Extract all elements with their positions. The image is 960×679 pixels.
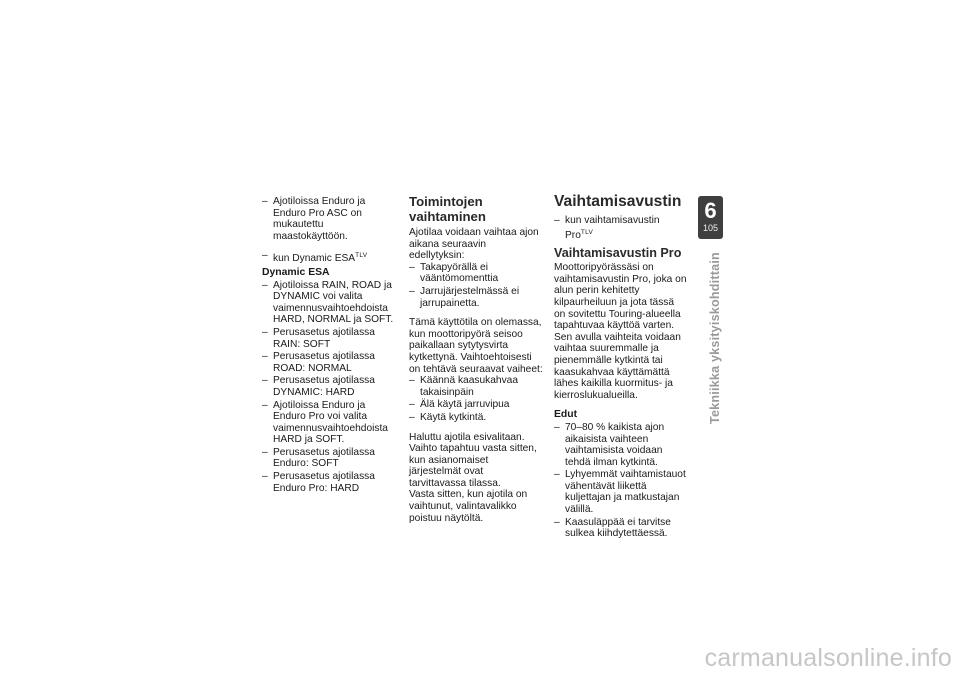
column-left [262,196,396,495]
benefits-heading: Edut [554,409,578,421]
watermark: carmanualsonline.info [704,644,952,672]
list-item [554,215,688,241]
steps-list [409,375,543,423]
page-number: 105 [702,223,719,233]
list-item: – Ajotiloissa RAIN, ROAD ja DYNAMIC voi valita vaimennusvaihtoehdoista HARD, NORMAL ja SOFT. [262,280,396,326]
menu-paragraph: Vasta sitten, kun ajotila on vaihtunut, valintavalikko poistuu näytöltä. [409,489,528,524]
list-item: – Käytä kytkintä. [409,412,543,424]
tlv-marker: TLV [580,228,594,236]
dynamic-esa-subheading: Dynamic ESA [262,266,330,278]
list-item: – Älä käytä jarruvipua [409,399,543,411]
condition-text: kun vaihtamisavustin Pro [565,215,660,241]
intro-paragraph: Ajotilaa voidaan vaihtaa ajon aikana seuraavin edellytyksin: [409,227,539,262]
tlv-marker: TLV [355,252,368,260]
list-item: – Perusasetus ajotilassa Enduro: SOFT [262,447,396,470]
list-item: – Käännä kaasukahvaa takaisinpäin [409,375,543,398]
esa-condition-list [262,250,396,265]
body-paragraph: Moottoripyörässäsi on vaihtamisavustin Pro, joka on alun perin kehitetty kilpaurheiluun ja jota tässä on sovitettu Touring-alueella tapahtuvaa käyttöä varten. Sen avulla vaihteita voidaan vaihtaa suuremmalle ja pienemmälle kytkintä tai kaasukahvaa käyttämättä lähes kaikilla kuormitus- ja kierroslukualueilla. [554,262,687,401]
chapter-tab [698,196,723,239]
list-item: – 70–80 % kaikista ajon aikaisista vaihteen vaihtamisista voidaan tehdä ilman kytkintä. [554,422,688,468]
section-heading: Vaihtamisavustin [554,193,682,210]
list-item: – Lyhyemmät vaihtamistauot vähentävät liikettä kuljettajan ja matkustajan välillä. [554,469,688,515]
list-item [262,250,396,265]
conditions-list [409,262,543,309]
list-item: – Jarrujärjestelmässä ei jarrupainetta. [409,286,543,309]
shift-assist-condition-list [554,215,688,241]
benefits-list [554,422,688,540]
column-middle [409,196,543,524]
asc-list [262,196,396,242]
list-item: – Ajotiloissa Enduro ja Enduro Pro ASC on mukautettu maastokäyttöön. [262,196,396,242]
list-item: – Takapyörällä ei vääntömomenttia [409,262,543,285]
esa-settings-list [262,280,396,495]
list-item: – Perusasetus ajotilassa Enduro Pro: HARD [262,471,396,494]
list-item: – Perusasetus ajotilassa DYNAMIC: HARD [262,375,396,398]
chapter-number: 6 [704,198,717,223]
chapter-title: Tekniikka yksityiskohdittain [708,252,722,424]
subsection-heading: Vaihtamisavustin Pro [554,246,682,261]
condition-text: kun Dynamic ESA [273,253,356,265]
list-item: – Perusasetus ajotilassa ROAD: NORMAL [262,351,396,374]
preselect-paragraph: Haluttu ajotila esivalitaan. Vaihto tapahtuu vasta sitten, kun asianomaiset järjestelmät ovat tarvittavassa tilassa. [409,431,537,489]
section-heading: Toimintojen vaihtaminen [409,194,486,224]
list-item: – Perusasetus ajotilassa RAIN: SOFT [262,327,396,350]
standstill-paragraph: Tämä käyttötila on olemassa, kun moottoripyörä seisoo paikallaan sytytysvirta kytkettynä. Vaihtoehtoisesti on tehtävä seuraavat vaiheet: [409,317,543,375]
list-item: – Kaasuläppää ei tarvitse sulkea kiihdytettäessä. [554,517,688,540]
list-item: – Ajotiloissa Enduro ja Enduro Pro voi valita vaimennusvaihtoehdoista HARD ja SOFT. [262,400,396,446]
column-right [554,193,688,541]
